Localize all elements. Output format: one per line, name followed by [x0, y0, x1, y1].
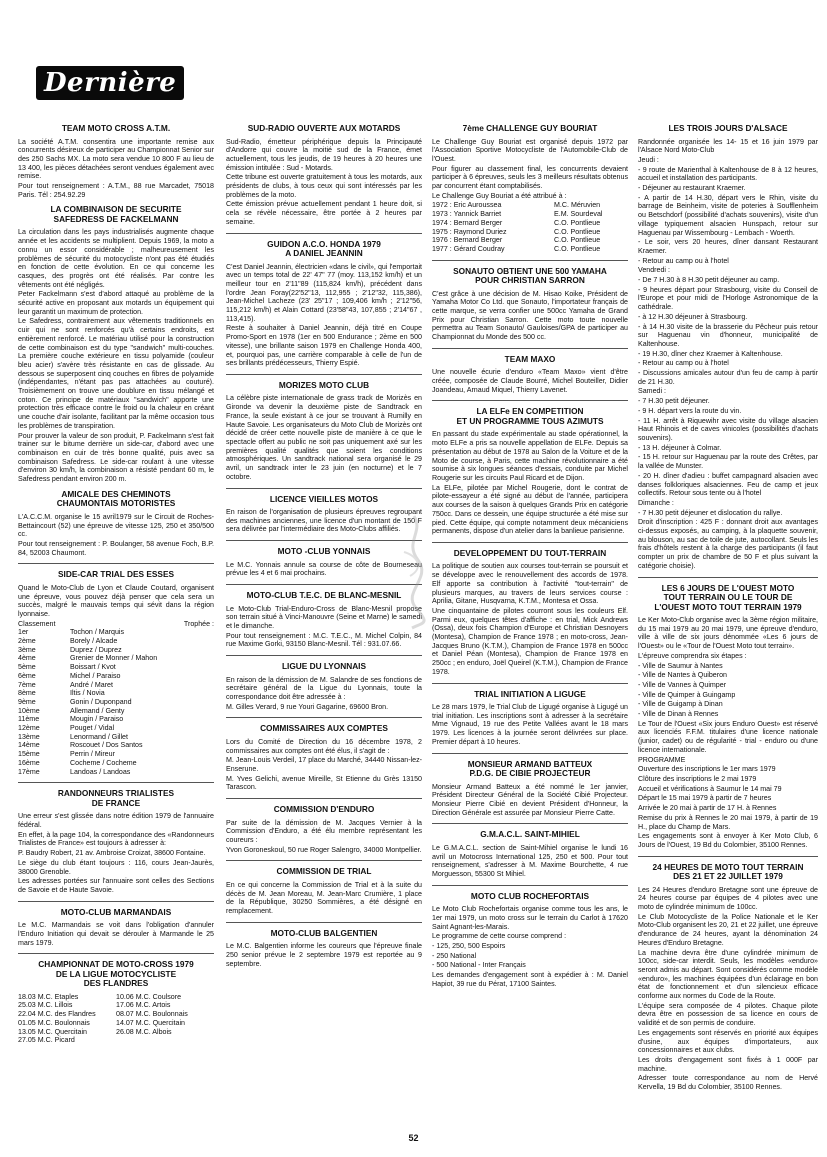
calendar-entry: 01.05 M.C. Boulonnais	[18, 1018, 90, 1027]
article-paragraph: Le programme de cette course comprend :	[432, 932, 567, 941]
ranking-row	[18, 724, 214, 733]
article	[226, 233, 422, 368]
article-paragraph: Le Safedress, contrairement aux vêtements traditionnels en cuir qui ne sont renforcés qu'à certains endroits, est entièrement renforcé. Le matériau utilisé pour la construction de cette combinaison est du type "sandwich" multi-couches. La première couche extérieure en tissu polyamide (couleur bleu acier) s'avère très résistante en cas de glissade. Au dessous se superposent cinq couches en fibres de polyamide (indépendantes, n'étant pas pas attachées au couturé). Troisièmement on trouve une doublure en tissu mélangé et coton. Ce principe de matériaux "sandwich" apporte une protection très efficace contre le froid ou la chaleur en créant une couche d'air isolante, facilitant par la même occasion tous les problèmes de transpiration.	[18, 317, 214, 430]
ranking-row	[18, 715, 214, 724]
article-title	[432, 892, 628, 902]
article-paragraph: - 20 H. dîner d'adieu : buffet campagnard alsacien avec danses folkloriques alsaciennes. Feu de camp et jeux collectifs. Retour sous tente ou à l'hotel	[638, 471, 818, 498]
article-paragraph: Pour tout renseignement : M.C. T.E.C., M. Michel Colpin, 84 rue Maxime Gorki, 93150 Blanc-Mesnil. Tél : 931.07.66.	[226, 631, 422, 649]
article	[432, 823, 628, 878]
article-paragraph: - A partir de 14 H.30, départ vers le Rhin, visite du barrage de Beinheim, visite de poteries à Soufflenheim ou Betschdorf (possibilité d'achats souvenirs), visite d'un village typiquement alsacien Hunspach, retour sur Haguenau par Wissembourg - Lembach - Woerth.	[638, 193, 818, 237]
ranking-position: 11ème	[18, 715, 40, 724]
article	[226, 717, 422, 792]
ranking-crew: Iltis / Novia	[70, 689, 105, 698]
article-paragraph: Lors du Comité de Direction du 16 décembre 1978, 2 commissaires aux comptes ont été élus, il s'agit de :	[226, 737, 422, 755]
winner-name: 1976 : Bernard Berger	[432, 236, 503, 245]
article-paragraph: - Ville de Guigamp à Dinan	[638, 700, 723, 709]
ranking-row	[18, 646, 214, 655]
article	[226, 374, 422, 482]
article-paragraph: - 13 H. déjeuner à Colmar.	[638, 443, 722, 452]
ranking-position: 7ème	[18, 680, 36, 689]
article	[226, 860, 422, 915]
article-paragraph: - Discussions amicales autour d'un feu de camp à partir de 21 H.30.	[638, 369, 818, 386]
article-paragraph: Accueil et vérifications à Saumur le 14 mai 79	[638, 784, 782, 793]
article-paragraph: Samedi :	[638, 387, 666, 396]
article-title-line: POUR CHRISTIAN SARRON	[475, 275, 585, 286]
article-title-line: DE FRANCE	[91, 797, 141, 808]
winner-name: 1977 : Gérard Coudray	[432, 244, 505, 253]
ranking-crew: Tochon / Marquis	[70, 628, 125, 637]
article-paragraph: La machine devra être d'une cylindrée minimum de 100cc, side-car interdit. Seuls, les modèles «enduro» seront admis au départ. Sont considérés comme modèle «enduro», les machines équipées d'un éclairage en bon état de fonctionnement et d'un silencieux efficace conforme aux normes du Code de la Route.	[638, 948, 818, 1001]
article	[18, 901, 214, 948]
article-paragraph: - De 7 H.30 à 8 H.30 petit déjeuner au camp.	[638, 276, 780, 285]
article-paragraph: La circulation dans les pays industrialisés augmente chaque année et les accidents se multiplient. Depuis 1969, la moto a connu un essor considérable ; malheureusement les problèmes de sécurité du motocycliste n'ont pas été étudiés en fonction de cette évolution. En ce qui concerne les casques, des progrès ont été réalisés. Par contre les vêtements ont été négligés.	[18, 228, 214, 289]
article-paragraph: - 9 route de Marienthal à Kaltenhouse de 8 à 12 heures, accueil et installation des participants.	[638, 165, 818, 183]
article-title	[226, 867, 422, 877]
calendar-grid	[18, 993, 214, 1045]
article-paragraph: Une nouvelle écurie d'enduro «Team Maxo» vient d'être créée, composée de Claude Bourré, Michel Bouteiller, Didier Joandeau, Arnaud Miquel, Thierry Lavenet.	[432, 368, 628, 394]
calendar-entry: 14.07 M.C. Quercitain	[116, 1018, 185, 1027]
article-paragraph: C'est grâce à une décision de M. Hisao Koike, Président de Yamaha Motor Co Ltd. que Sonauto, l'importateur français de cette marque, se verra confier une 500cc Yamaha de Grand Prix pour Christian Sarron. Cette moto toute nouvelle permettra au Team Sonauto/ Gauloises/GPA de participer au Championnat du Monde des 500 cc.	[432, 289, 628, 342]
ranking-crew: Roscouet / Dos Santos	[70, 741, 143, 750]
article-paragraph: - Ville de Nantes à Quiberon	[638, 671, 727, 680]
article-title	[226, 662, 422, 672]
ranking-crew: André / Maret	[70, 680, 113, 689]
calendar-entry: 22.04 M.C. des Flandres	[18, 1010, 96, 1019]
ranking-crew: Boissart / Kvot	[70, 663, 116, 672]
ranking-header-label: Classement	[18, 619, 56, 628]
ranking-position: 15ème	[18, 750, 40, 759]
article-title-line: SAFEDRESS DE FACKELMANN	[53, 213, 179, 224]
article-paragraph: Pour prouver la valeur de son produit, P. Fackelmann s'est fait trainer sur le bitume derrière un side-car, d'abord avec une combinaison en cuir de très bonne qualité, puis avec sa combinaison Safedress. Le side-car roulant à une vitesse d'environ 30 km/h, la combinaison a résisté pendant 60 m, le Safedress pendant environ 200 m.	[18, 431, 214, 484]
ranking-row	[18, 707, 214, 716]
article-title-line: P.D.G. DE CIBIE PROJECTEUR	[469, 768, 591, 779]
article-title	[432, 355, 628, 365]
calendar-entry: 25.03 M.C. Lillois	[18, 1001, 73, 1010]
article-paragraph: - 11 H. arrêt à Riquewihr avec visite du village alsacien Haut Rhinois et de caves vinicoles (possibilités d'achats souvenirs).	[638, 416, 818, 442]
article-title-line: L'OUEST MOTO TOUT TERRAIN 1979	[654, 601, 802, 612]
article-title-line: TEAM MOTO CROSS A.T.M.	[61, 124, 171, 133]
winner-row	[432, 228, 628, 237]
ranking-position: 17ème	[18, 767, 40, 776]
article-title-line: MOTO CLUB ROCHEFORTAIS	[470, 890, 590, 901]
article-paragraph: Dimanche :	[638, 498, 674, 507]
article-title-line: AMICALE DES CHEMINOTS	[61, 488, 171, 499]
ranking-position: 6ème	[18, 671, 36, 680]
article-paragraph: Cette tribune est ouverte gratuitement à tous les motards, aux présidents de clubs, à tous ceux qui sont intéressés par les problèmes de la moto.	[226, 173, 422, 199]
article-title	[226, 805, 422, 815]
calendar-entry: 10.06 M.C. Coulsore	[116, 992, 182, 1001]
article-paragraph: Le 28 mars 1979, le Trial Club de Ligugé organise à Ligugé un trial initiation. Les inscriptions sont à adresser à la secrétaire Mme Vignaud, 19 rue des Petite Vallées avant le 18 mars 1979. Les licences à la journée seront délivrées sur place. Premier départ à 10 heures.	[432, 703, 628, 746]
article-paragraph: - Ville de Saumur à Nantes	[638, 661, 723, 670]
article-title-line: DEVELOPPEMENT DU TOUT-TERRAIN	[453, 547, 607, 558]
article-title-line: A DANIEL JEANNIN	[285, 248, 363, 259]
article	[432, 885, 628, 989]
article-title	[226, 381, 422, 391]
article-paragraph: - Le soir, vers 20 heures, dîner dansant Restaurant Kraemer.	[638, 238, 818, 255]
article	[18, 563, 214, 776]
article-paragraph: Pour figurer au classement final, les concurrents devaient participer à 6 épreuves, seuls les 3 meilleurs résultats obtenus par concurrent étant comptabilisés.	[432, 164, 628, 191]
winner-club: C.O. Pontlieue	[554, 236, 601, 245]
article	[432, 260, 628, 342]
ranking-position: 8ème	[18, 689, 36, 698]
article-paragraph: Une erreur s'est glissée dans notre édition 1979 de l'annuaire fédéral.	[18, 812, 214, 829]
article	[432, 400, 628, 535]
article	[638, 856, 818, 1092]
article-paragraph: L'A.C.C.M. organise le 15 avril1979 sur le Circuit de Roches-Bettaincourt (52) une épreuve de vitesse 125, 250 et 350/500 cc.	[18, 512, 214, 539]
article-paragraph: - à 12 H.30 déjeuner à Strasbourg.	[638, 312, 748, 321]
article-paragraph: L'équipe sera composée de 4 pilotes. Chaque pilote devra être en possession de sa licence en cours de validité et de son permis de conduire.	[638, 1001, 818, 1028]
article	[432, 753, 628, 818]
article-paragraph: En raison de l'organisation de plusieurs épreuves regroupant des machines anciennes, une licence d'un montant de 150 F sera délivrée par l'intermédiaire des Moto-Clubs affiliés.	[226, 508, 422, 534]
article-paragraph: Yvon Goroneskoul, 50 rue Roger Salengro, 34000 Montpellier.	[226, 845, 422, 854]
winner-club: C.O. Pontlieue	[554, 244, 601, 253]
article-paragraph: Droit d'inscription : 425 F : donnant droit aux avantages ci-dessus exposés, au camping, à la plaquette souvenir, au blouson, au sac de toile de jute, autocollant. Seuls les frais d'hôtels restent à la charge des participants (il faut compter un prix de chambre de 50 F et plus suivant la catégorie choisie).	[638, 518, 818, 570]
calendar-entry: 17.06 M.C. Artois	[116, 1001, 171, 1010]
ranking-row	[18, 733, 214, 742]
article-paragraph: - 9 H. départ vers la route du vin.	[638, 406, 742, 415]
ranking-position: 16ème	[18, 758, 40, 767]
article-paragraph: Les engagements sont réservés en priorité aux équipes d'usine, aux équipes d'importateurs, aux concessionnaires et aux clubs.	[638, 1028, 818, 1055]
article-title-line: CHAUMONTAIS MOTORISTES	[56, 498, 176, 509]
article-title-line: TEAM MAXO	[504, 353, 556, 364]
article	[638, 577, 818, 850]
article-paragraph: En effet, à la page 104, la correspondance des «Randonneurs Trialistes de France» est toujours à adresser à:	[18, 830, 214, 848]
calendar-entry: 08.07 M.C. Boulonnais	[116, 1010, 188, 1019]
ranking-row	[18, 741, 214, 750]
ranking-row	[18, 689, 214, 698]
ranking-crew: Landoas / Landoas	[70, 767, 131, 776]
article-title-line: CHAMPIONNAT DE MOTO-CROSS 1979	[38, 959, 194, 970]
article-paragraph: - 9 heures départ pour Strasbourg, visite du Conseil de l'Europe et pour midi de l'Horloge Astronomique de la cathédrale.	[638, 285, 818, 312]
article-title-line: LES 6 JOURS DE L'OUEST MOTO	[661, 582, 795, 593]
article-paragraph: - Ville de Dinan à Rennes	[638, 710, 719, 719]
article-paragraph: Cette émission prévue actuellement pendant 1 heure doit, si cela se révèle nécessaire, être portée à 2 heures par semaine.	[226, 200, 422, 226]
column-3	[432, 124, 628, 1134]
article-paragraph: Le siège du club étant toujours : 116, cours Jean-Jaurès, 38000 Grenoble.	[18, 858, 214, 876]
article-title	[226, 240, 422, 259]
article-title	[432, 549, 628, 559]
article-paragraph: Adresser toute correspondance au nom de Hervé Kervella, 19 Bd du Colombier, 35100 Rennes.	[638, 1074, 818, 1092]
article-title-line: MORIZES MOTO CLUB	[278, 379, 370, 390]
article-title	[638, 584, 818, 613]
ranking-position: 3ème	[18, 645, 36, 654]
article-paragraph: PROGRAMME	[638, 755, 686, 764]
article-paragraph: - Ville de Quimper à Guingamp	[638, 690, 736, 699]
article-title-line: COMMISSAIRES AUX COMPTES	[260, 723, 388, 734]
ranking-position: 1er	[18, 628, 29, 637]
winner-row	[432, 245, 628, 254]
article-title	[226, 591, 422, 601]
article-paragraph: M. Gilles Verard, 9 rue Youri Gagarine, 69600 Bron.	[226, 702, 389, 711]
winner-row	[432, 236, 628, 245]
article-title	[18, 570, 214, 580]
article-paragraph: Le Moto-Club Trial-Enduro-Cross de Blanc-Mesnil propose son terrain situé à Vinci-Manouvre (Seine et Marne) le samedi et le dimanche.	[226, 604, 422, 630]
calendar-entry: 18.03 M.C. Etaples	[18, 992, 79, 1001]
article	[226, 584, 422, 649]
ranking-row	[18, 698, 214, 707]
article-title-line: DE LA LIGUE MOTOCYCLISTE	[55, 968, 177, 979]
article-title-line: COMMISSION DE TRIAL	[276, 866, 372, 877]
ranking-crew: Allemand / Genty	[70, 706, 125, 715]
column-2	[226, 124, 422, 1134]
article-paragraph: Jeudi :	[638, 155, 659, 164]
column-1	[18, 124, 214, 1134]
article-title-line: G.M.A.C.L. SAINT-MIHIEL	[480, 829, 580, 840]
article-paragraph: - 7 H.30 petit déjeuner et dislocation du rallye.	[638, 508, 783, 517]
article-title	[432, 267, 628, 286]
article-paragraph: Remise du prix à Rennes le 20 mai 1979, à partir de 19 H., place du Champ de Mars.	[638, 813, 818, 831]
article-title-line: SIDE-CAR TRIAL DES ESSES	[57, 569, 175, 580]
article-paragraph: - Retour au camp ou à l'hotel	[638, 256, 729, 265]
winner-name: 1974 : Bernard Berger	[432, 218, 503, 227]
article-title-line: LA ELFe EN COMPETITION	[476, 406, 584, 417]
column-4	[638, 124, 818, 1134]
article	[432, 124, 628, 254]
article-paragraph: Arrivée le 20 mai à partir de 17 H. à Rennes	[638, 804, 777, 813]
article-title-line: GUIDON A.C.O. HONDA 1979	[267, 238, 381, 249]
article-title	[432, 830, 628, 840]
article-paragraph: Les engagements sont à envoyer à Ker Moto Club, 6 Jours de l'Ouest, 19 Bd du Colombier, 35100 Rennes.	[638, 832, 818, 849]
calendar-entry: 27.05 M.C. Picard	[18, 1036, 75, 1045]
article-title	[18, 205, 214, 224]
article-title-line: COMMISSION D'ENDURO	[273, 804, 375, 815]
article-paragraph: - 125, 250, 500 Espoirs	[432, 942, 506, 950]
ranking-crew: Pouget / Vidal	[70, 724, 115, 733]
ranking-row	[18, 628, 214, 637]
article-title-line: LIGUE DU LYONNAIS	[281, 661, 367, 672]
ranking-position: 2ème	[18, 637, 36, 646]
article	[18, 124, 214, 199]
article-paragraph: P. Baudry Robert, 21 av. Ambroise Croizat, 38600 Fontaine.	[18, 849, 206, 858]
article-paragraph: Les 24 Heures d'enduro Bretagne sont une épreuve de 24 heures course par équipes de 4 pilotes avec une moto de cylindrée minimum de 100cc.	[638, 885, 818, 912]
article-paragraph: La société A.T.M. consentira une importante remise aux concurrents désireux de participer au Championnat Senior sur des 250 Sachs MX. La moto sera vendue 10 800 F au lieu de 13 400, les pièces détachées seront vendues également avec remise.	[18, 137, 214, 181]
article-paragraph: Le M.C. Yonnais annule sa course de côte de Bourneseau prévue les 4 et 6 mai prochains.	[226, 560, 422, 578]
article-title	[18, 960, 214, 989]
article-title	[638, 124, 818, 134]
article-paragraph: - 15 H. retour sur Haguenau par la route des Crêtes, par la vallée de Munster.	[638, 453, 818, 471]
winner-club: M.C. Méruvien	[554, 201, 601, 210]
article-paragraph: Départ le 15 mai 1979 à partir de 7 heures	[638, 794, 772, 803]
article-paragraph: Le Ker Moto-Club organise avec la 3ème région militaire, du 15 mai 1979 au 20 mai 1979, une épreuve d'enduro, ville à ville de six jours dénommée «Les 6 jours de l'Ouest» ou le «Tour de l'Ouest Moto tout terrain».	[638, 616, 818, 651]
article-paragraph: - 7 H.30 petit déjeuner.	[638, 397, 710, 406]
winner-name: 1973 : Yannick Barriet	[432, 210, 502, 219]
article-paragraph: Le Moto Club Rochefortais organise comme tous les ans, le 1er mai 1979, un moto cross sur le terrain du Carlot à 17620 Saint Agnant-les-Marais.	[432, 905, 628, 931]
article-title	[226, 547, 422, 557]
article-title	[18, 124, 214, 134]
article	[226, 488, 422, 535]
article-paragraph: Reste à souhaiter à Daniel Jeannin, déjà titré en Coupe Promo-Sport en 1978 (1er en 500 Endurance ; 2ème en 500 vitesse), une brillante saison 1979 en Challenge Honda 400, et, pourquoi pas, une carrière comparable à celle de l'un de ses brillants prédécesseurs, Thierry Espié.	[226, 324, 422, 368]
article-paragraph: En passant du stade expérimentale au stade opérationnel, la moto ELFe a pris sa nouvelle appellation de ELFe. Depuis sa présentation au début de 1978 au Salon de la Voiture et de la Moto de course, à Paris, cette machine révolutionnaire a été soumise à six longues séances d'essais, conduite par Michel Rougerie sur les circuits Paul Ricard et de Dijon.	[432, 430, 628, 482]
article-title-line: MONSIEUR ARMAND BATTEUX	[467, 758, 593, 769]
article-paragraph: La ELFe, pilotée par Michel Rougerie, dont le contrat de pilote-essayeur a été signé au début de l'année, participera aux courses de la saison à quelques Grands Prix en catégorie 750cc. Dans ce dessein, une équipe structurée a été mise sur pied. Cette équipe, qui compte notamment deux mécaniciens permanents, dispose d'un atelier dans la banlieue parisienne.	[432, 483, 628, 536]
article-paragraph: L'épreuve comprendra six étapes :	[638, 651, 747, 660]
article-paragraph: Ouverture des inscriptions le 1er mars 1979	[638, 765, 776, 774]
article-title	[226, 929, 422, 939]
article	[226, 798, 422, 854]
ranking-header-trophy: Trophée :	[183, 619, 214, 628]
ranking-row	[18, 759, 214, 768]
winner-name: 1975 : Raymond Duriez	[432, 227, 507, 236]
article	[18, 205, 214, 483]
article	[226, 540, 422, 578]
winner-club: E.M. Sourdeval	[554, 210, 603, 219]
article-title	[226, 495, 422, 505]
ranking-row	[18, 672, 214, 681]
article-title-line: MOTO -CLUB YONNAIS	[277, 546, 371, 557]
article-paragraph: Le Challenge Guy Bouriat est organisé depuis 1972 par l'Association Sportive Motocycliste de l'Automobile-Club de l'Ouest.	[432, 137, 628, 163]
ranking-crew: Duprez / Duprez	[70, 645, 122, 654]
article-paragraph: La politique de soutien aux courses tout-terrain se poursuit et se développe avec le renouvellement des accords de 1978. Elf apporte sa contribution à l'activité "tout-terrain" de plusieurs marques, au travers de leurs services course : Aprilia, Gitane, Husqvarna, K.T.M., Montesa et Ossa.	[432, 562, 628, 606]
article-paragraph: Le Tour de l'Ouest «Six jours Enduro Ouest» est réservé aux licenciés F.F.M. titulaires d'une licence nationale (junior, cadet) ou de régularité - trial - enduro ou d'une licence internationale.	[638, 719, 818, 754]
article-paragraph: M. Yves Gelichi, avenue Mireille, St Etienne du Grès 13150 Tarascon.	[226, 774, 422, 792]
article-paragraph: M. Jean-Louis Verdeil, 17 place du Marché, 34440 Nissan-lez-Enserune.	[226, 756, 422, 773]
article	[432, 683, 628, 747]
article-paragraph: Les droits d'engagement sont fixés à 1 000F par machine.	[638, 1055, 818, 1073]
article-paragraph: - Retour au camp ou à l'hotel	[638, 359, 729, 368]
winner-row	[432, 201, 628, 210]
article-paragraph: Les demandes d'engagement sont à expédier à : M. Daniel Hapiot, 39 rue du Pérat, 17100 Saintes.	[432, 971, 628, 988]
article-paragraph: Le M.C. Balgentien informe les coureurs que l'épreuve finale 250 senior prévue le 2 septembre 1979 est reportée au 9 septembre.	[226, 942, 422, 968]
ranking-position: 13ème	[18, 732, 40, 741]
handwritten-mark-icon	[394, 512, 438, 630]
article	[432, 348, 628, 395]
ranking-header	[18, 620, 214, 629]
article-title-line: ET UN PROGRAMME TOUS AZIMUTS	[456, 415, 604, 426]
ranking-crew: Michel / Paraiso	[70, 671, 121, 680]
article	[18, 782, 214, 894]
article-paragraph: - à 14 H.30 visite de la brasserie du Pêcheur puis retour sur Haguenau vin d'honneur, municipalité de Kaltenhouse.	[638, 322, 818, 348]
article-paragraph: Monsieur Armand Batteux a été nommé le 1er janvier, Président Directeur Général de la Société Cibié Projecteur. Monsieur Pierre Cibié en devient Président d'Honneur, la Direction Générale est assurée par Monsieur Pierre Catte.	[432, 782, 628, 817]
article	[226, 124, 422, 227]
article	[18, 490, 214, 558]
article-paragraph: - 19 H.30, dîner chez Kraemer à Kaltenhouse.	[638, 349, 783, 358]
section-logo: Dernière	[36, 66, 184, 100]
article-paragraph: Le G.M.A.C.L. section de Saint-Mihiel organise le lundi 16 avril un Motocross International 125, 250 et 500. Pour tout renseignement, s'adresser à M. Maxime Bourchette, 4 rue Morguesson, 55300 St Mihiel.	[432, 843, 628, 878]
ranking-crew: Mougin / Paraiso	[70, 715, 124, 724]
article-paragraph: En raison de la démission de M. Salandre de ses fonctions de secrétaire général de la Ligue du Lyonnais, toute la correspondance doit être adressée à :	[226, 675, 422, 701]
article-paragraph: Par suite de la démission de M. Jacques Vernier à la Commission d'Enduro, a été élu membre représentant les coureurs :	[226, 818, 422, 844]
article-paragraph: Pour tout renseignement : A.T.M., 88 rue Marcadet, 75018 Paris. Tél : 254.92.29	[18, 182, 214, 199]
ranking-row	[18, 637, 214, 646]
article-title-line: LICENCE VIEILLES MOTOS	[269, 493, 379, 504]
article-paragraph: Les adresses portées sur l'annuaire sont celles des Sections de Savoie et de Haute Savoie.	[18, 877, 214, 894]
article-title	[226, 724, 422, 734]
winner-club: C.O. Pontlieue	[554, 218, 601, 227]
ranking-crew: Cocheme / Cocheme	[70, 758, 137, 767]
ranking-row	[18, 654, 214, 663]
ranking-position: 14ème	[18, 741, 40, 750]
article-title-line: DES 21 ET 22 JUILLET 1979	[673, 871, 783, 882]
article-paragraph: - 500 National - Inter Français	[432, 961, 526, 970]
article-paragraph: Le Club Motocycliste de la Police Nationale et le Ker Moto-Club organisent les 20, 21 et 22 juillet, une épreuve d'endurance de 24 heures, ayant la dénomination 24 Heures d'Enduro Bretagne.	[638, 912, 818, 947]
article-title	[18, 789, 214, 808]
ranking-row	[18, 750, 214, 759]
ranking-row	[18, 768, 214, 777]
article-title-line: RANDONNEURS TRIALISTES	[57, 788, 175, 799]
article-paragraph: En ce qui concerne la Commission de Trial et à la suite du décès de M. Jean Moreau, M. Jean-Marc Crumière, 1 place de la République, 30250 Sommières, a été désigné en remplacement.	[226, 880, 422, 915]
ranking-crew: Perrin / Mireur	[70, 750, 115, 759]
article-paragraph: Pour tout renseignement : P. Boulanger, 58 avenue Foch, B.P. 84, 52003 Chaumont.	[18, 539, 214, 557]
winner-row	[432, 219, 628, 228]
ranking-crew: Lenormand / Gillet	[70, 732, 128, 741]
ranking-crew: Gonin / Duponpand	[70, 697, 132, 706]
article-paragraph: - 250 National	[432, 951, 477, 960]
article-title	[638, 863, 818, 882]
article-paragraph: La célèbre piste internationale de grass track de Morizès en Gironde va devenir la deuxième piste de Sandtrack en France, la seule existant à ce jour se trouvant à Rumilly en Haute Savoie. Les organisateurs du Moto Club de Morizès ont décidé de créer cette nouvelle piste de manière à ce que le spectacle offert au public ne soit pas uniquement axé sur les premières qualité qualités que soient les conditions atmosphériques. Un sandtrack national sera organisé le 29 avril, un sandtrack inter le 23 juin (en nocturne) et le 7 octobre.	[226, 394, 422, 481]
article-paragraph: Vendredi :	[638, 266, 670, 275]
article-paragraph: Peter Fackelmann s'est d'abord attaqué au problème de la sécurité active en proposant aux motards un équipement qui leur garantit un maximum de protection.	[18, 290, 214, 316]
article-title	[18, 908, 214, 918]
article-title-line: MOTO-CLUB MARMANDAIS	[60, 906, 172, 917]
article-title-line: SONAUTO OBTIENT UNE 500 YAMAHA	[453, 265, 607, 276]
article-paragraph: Le M.C. Marmandais se voit dans l'obligation d'annuler l'Enduro Initiation qui devait se dérouler à Marmande le 25 mars 1979.	[18, 921, 214, 947]
article-title-line: TRIAL INITIATION A LIGUGE	[474, 688, 586, 699]
article-paragraph: - Déjeuner au restaurant Kraemer.	[638, 184, 746, 193]
article-paragraph: Randonnée organisée les 14- 15 et 16 juin 1979 par l'Alsace Nord Moto-Club	[638, 137, 818, 155]
ranking-row	[18, 663, 214, 672]
ranking-crew: Grenier de Monner / Mahon	[70, 654, 158, 663]
article	[432, 542, 628, 677]
article	[226, 922, 422, 969]
article-title	[432, 690, 628, 700]
article-title-line: MOTO-CLUB T.E.C. DE BLANC-MESNIL	[246, 590, 402, 601]
article-title	[432, 124, 628, 134]
ranking-row	[18, 681, 214, 690]
calendar-entry: 13.05 M.C. Quercitain	[18, 1027, 87, 1036]
ranking-position: 4ème	[18, 654, 36, 663]
calendar-entry	[116, 1036, 214, 1045]
article	[226, 655, 422, 711]
article	[18, 953, 214, 1045]
article-title-line: LES TROIS JOURS D'ALSACE	[668, 124, 788, 133]
article-paragraph: Le Challenge Guy Bouriat a été attribué à :	[432, 191, 567, 200]
article-title-line: DES FLANDRES	[83, 978, 149, 989]
article-paragraph: Quand le Moto-Club de Lyon et Claude Coutard, organisent une épreuve, vous pouvez déjà penser que cela sera un succès, malgré le mauvais temps qui sévit dans la région lyonnaise.	[18, 583, 214, 618]
ranking-position: 5ème	[18, 663, 36, 672]
winner-club: C.O. Pontlieue	[554, 227, 601, 236]
page-number: 52	[408, 1133, 419, 1143]
article-title	[432, 760, 628, 779]
article-paragraph: Une cinquantaine de pilotes courront sous les couleurs Elf. Parmi eux, quelques têtes d'affiche : en trial, Mick Andrews (Ossa), deux fois Champion d'Europe et Christian Desnoyers (Montesa), Champion de France 1978 ; en moto-cross, Jean-Jacques Bruno (K.T.M.), Champion de France 1978 en 500cc et Daniel Péan (Montesa), Champion de France 1978 en 250cc ; en enduro, Joël Queirel (K.T.M.), Champion de France 1978.	[432, 606, 628, 676]
article-title	[18, 490, 214, 509]
ranking-position: 12ème	[18, 724, 40, 733]
article-title	[432, 407, 628, 426]
article-title	[226, 124, 422, 134]
article-paragraph: C'est Daniel Jeannin, électricien «dans le civil», qui l'emportait avec un temps total de 22' 47" 77 (moy. 113,152 km/h) et un meilleur tour en 2'11"89 (115,824 km/h), précédent dans l'ordre Jean Foray(22'52"13, 112,955 ; 2'12"32, 115,386), Jean-Michel Lacheze (23' 25"17 ; 109,406 km/h ; 2'12"56, 115,212 km/h) et Alain Cottard (23'58"43, 107,855 ; 2'14"67 , 113,415).	[226, 262, 422, 323]
article-paragraph: Clôture des inscriptions le 2 mai 1979	[638, 775, 757, 783]
article-paragraph: - Ville de Vannes à Quimper	[638, 680, 727, 689]
article-title-line: 24 HEURES DE MOTO TOUT TERRAIN	[652, 861, 804, 872]
article-title-line: LA COMBINAISON DE SECURITE	[50, 204, 182, 215]
calendar-entry: 26.08 M.C. Albois	[116, 1027, 172, 1036]
winner-name: 1972 : Eric Auroussea	[432, 201, 502, 210]
article-title-line: TOUT TERRAIN OU LE TOUR DE	[663, 592, 793, 603]
ranking-crew: Borely / Alcade	[70, 637, 118, 646]
article-title-line: SUD-RADIO OUVERTE AUX MOTARDS	[247, 124, 401, 133]
ranking-position: 9ème	[18, 697, 36, 706]
ranking-position: 10ème	[18, 706, 40, 715]
article-paragraph: Sud-Radio, émetteur périphérique depuis la Principauté d'Andorre qui couvre la moitié sud de la France, émet actuellement, tous les jeudis, de 19 heures à 20 heures une émission intitulée : Sud - Motards.	[226, 137, 422, 172]
article	[638, 124, 818, 571]
article-title-line: MOTO-CLUB BALGENTIEN	[270, 927, 378, 938]
winner-row	[432, 210, 628, 219]
article-title-line: 7ème CHALLENGE GUY BOURIAT	[462, 124, 598, 133]
